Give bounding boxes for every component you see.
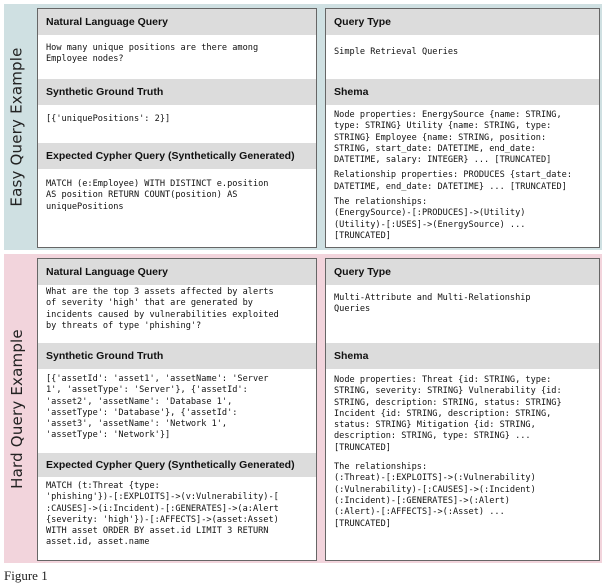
easy-schema-header: Shema <box>326 79 599 105</box>
easy-query-type-text: Simple Retrieval Queries <box>334 47 459 57</box>
hard-query-type-text: Multi-Attribute and Multi-Relationship Queries <box>334 293 531 315</box>
figure-caption: Figure 1 <box>4 568 48 583</box>
easy-ground-truth-header: Synthetic Ground Truth <box>38 79 316 105</box>
easy-ground-truth-text: [{'uniquePositions': 2}] <box>46 114 171 124</box>
hard-cypher-header: Expected Cypher Query (Synthetically Generated) <box>38 453 316 477</box>
hard-side-label-text: Hard Query Example <box>8 328 27 489</box>
hard-ground-truth-header: Synthetic Ground Truth <box>38 343 316 369</box>
easy-nl-query-text: How many unique positions are there among Employee nodes? <box>46 43 259 65</box>
easy-cypher-text: MATCH (e:Employee) WITH DISTINCT e.position AS position RETURN COUNT(position) AS uniquePositions <box>46 179 269 212</box>
easy-side-label-text: Easy Query Example <box>8 47 27 207</box>
hard-nl-query-header: Natural Language Query <box>38 259 316 285</box>
hard-left-panel <box>37 258 317 561</box>
hard-cypher-text: MATCH (t:Threat {type: 'phishing'})-[:EXPLOITS]->(v:Vulnerability)-[ :CAUSES]->(i:Incident)-[:GENERATES]->(a:Alert {severity: 'high'})-[:AFFECTS]->(asset:Asset) WITH asset ORDER BY asset.id LIMIT 3 RETURN asset.id, asset.name <box>46 481 279 548</box>
hard-query-type-header: Query Type <box>326 259 599 285</box>
hard-nl-query-text: What are the top 3 assets affected by alerts of severity 'high' that are generated by incidents caused by vulnerabilities exploited by threats of type 'phishing'? <box>46 287 279 331</box>
hard-right-panel <box>325 258 600 561</box>
easy-nl-query-header: Natural Language Query <box>38 9 316 35</box>
hard-schema-header: Shema <box>326 343 599 369</box>
easy-side-label <box>0 4 34 250</box>
easy-right-panel <box>325 8 600 248</box>
hard-side-label <box>0 254 34 563</box>
easy-cypher-header: Expected Cypher Query (Synthetically Generated) <box>38 143 316 169</box>
easy-left-panel <box>37 8 317 248</box>
easy-schema-relationships: The relationships: (EnergySource)-[:PRODUCES]->(Utility) (Utility)-[:USES]->(EnergySource) ... [TRUNCATED] <box>334 197 526 241</box>
hard-schema-relationships: The relationships: (:Threat)-[:EXPLOITS]->(:Vulnerability) (:Vulnerability)-[:CAUSES]->(:Incident) (:Incident)-[:GENERATES]->(:Alert) (:Alert)-[:AFFECTS]->(:Asset) ... [TRUNCATED] <box>334 462 536 529</box>
easy-query-type-header: Query Type <box>326 9 599 35</box>
hard-ground-truth-text: [{'assetId': 'asset1', 'assetName': 'Server 1', 'assetType': 'Server'}, {'assetId': 'asset2', 'assetName': 'Database 1', 'assetType': 'Database'}, {'assetId': 'asset3', 'assetName': 'Network 1', 'assetType': 'Network'}] <box>46 374 269 441</box>
easy-schema-rel-props: Relationship properties: PRODUCES {start_date: DATETIME, end_date: DATETIME} ... [TRUNCATED] <box>334 170 572 192</box>
hard-schema-node-props: Node properties: Threat {id: STRING, type: STRING, severity: STRING} Vulnerability {id: STRING, description: STRING, status: STRING} Incident {id: STRING, description: STRING, status: STRING} Mitigation {id: STRING, description: STRING, type: STRING} ... [TRUNCATED] <box>334 375 562 453</box>
easy-schema-node-props: Node properties: EnergySource {name: STRING, type: STRING} Utility {name: STRING, type: STRING} Employee {name: STRING, position: STRING, start_date: DATETIME, end_date: DATETIME, salary: INTEGER} ... [TRUNCATED] <box>334 110 562 166</box>
